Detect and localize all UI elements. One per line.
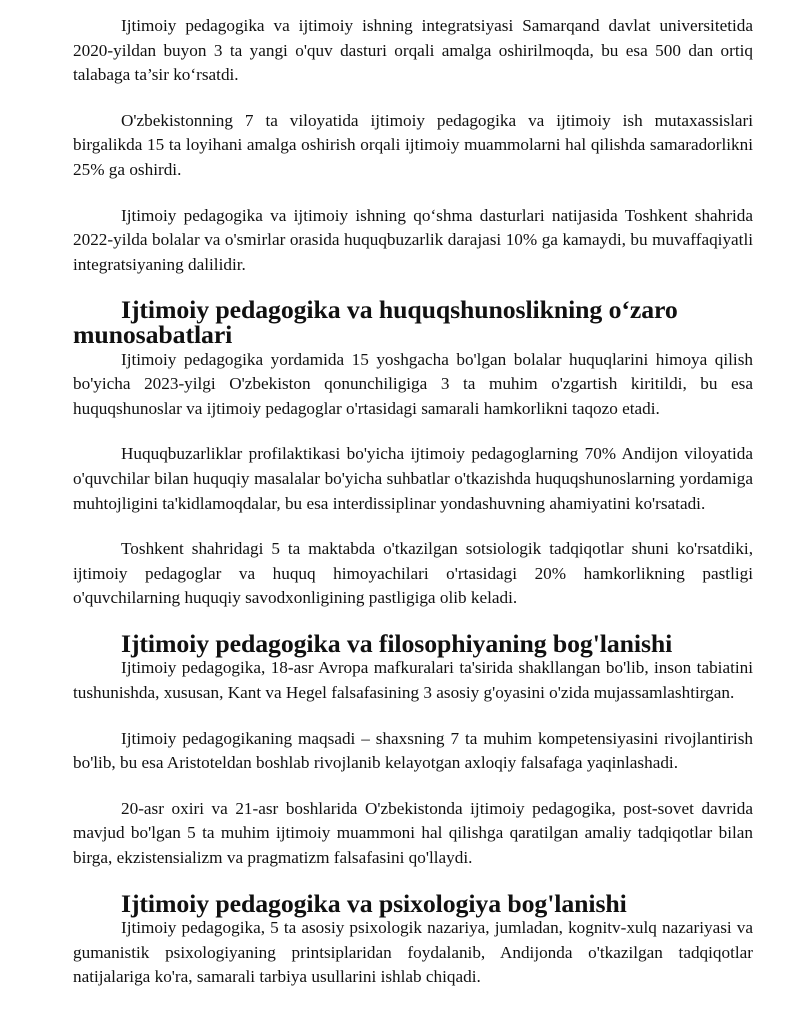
paragraph: 20-asr oxiri va 21-asr boshlarida O'zbekistonda ijtimoiy pedagogika, post-sovet davrida mavjud bo'lgan 5 ta muhim ijtimoiy muammoni hal qilishga qaratilgan amaliy tadqiqotlar bilan birga, ekzistensializm va pragmatizm falsafasini qo'llaydi. [73, 798, 753, 868]
paragraph: Ijtimoiy pedagogika, 18-asr Avropa mafkuralari ta'sirida shakllangan bo'lib, inson tabiatini tushunishda, xususan, Kant va Hegel falsafasining 3 asosiy g'oyasini o'zida mujassamlashtirgan. [73, 658, 753, 703]
paragraph: Ijtimoiy pedagogika, 5 ta asosiy psixologik nazariya, jumladan, kognitv-xulq nazariyasi va gumanistik psixologiyaning printsiplaridan foydalanib, Andijonda o'tkazilgan tadqiqotlar natijalariga ko'ra, samarali tarbiya usullarini ishlab chiqadi. [73, 918, 753, 987]
paragraph: Ijtimoiy pedagogika va ijtimoiy ishning integratsiyasi Samarqand davlat universitetida 2020-yildan buyon 3 ta yangi o'quv dasturi orqali amalga oshirilmoqda, bu esa 500 dan ortiq talabaga ta’sir ko‘rsatdi. [73, 16, 753, 85]
paragraph: Huquqbuzarliklar profilaktikasi bo'yicha ijtimoiy pedagoglarning 70% Andijon viloyatida o'quvchilar bilan huquqiy masalalar bo'yicha suhbatlar o'tkazishda huquqshunoslarning yordamiga muhtojligini ta'kidlamoqdalar, bu esa interdissiplinar yondashuvning ahamiyatini ko'rsatadi. [73, 444, 753, 513]
paragraph: Ijtimoiy pedagogikaning maqsadi – shaxsning 7 ta muhim kompetensiyasini rivojlantirish bo'lib, bu esa Aristoteldan boshlab rivojlanib kelayotgan axloqiy falsafaga yaqinlashadi. [73, 728, 753, 773]
paragraph: Toshkent shahridagi 5 ta maktabda o'tkazilgan sotsiologik tadqiqotlar shuni ko'rsatdiki, ijtimoiy pedagoglar va huquq himoyachilari o'rtasidagi 20% hamkorlikning pastligi o'quvchilarning huquqiy savodxonligining pastligiga olib keladi. [73, 539, 753, 608]
paragraph: Ijtimoiy pedagogika yordamida 15 yoshgacha bo'lgan bolalar huquqlarini himoya qilish bo'yicha 2023-yilgi O'zbekiston qonunchiligiga 3 ta muhim o'zgartish kiritildi, bu esa huquqshunoslar va ijtimoiy pedagoglar o'rtasidagi samarali hamkorlikni taqozo etadi. [73, 349, 753, 418]
paragraph: O'zbekistonning 7 ta viloyatida ijtimoiy pedagogika va ijtimoiy ish mutaxassislari birgalikda 15 ta loyihani amalga oshirish orqali ijtimoiy muammolarni hal qilishda samaradorlikni 25% ga oshirdi. [73, 110, 753, 179]
section-heading: Ijtimoiy pedagogika va psixologiya bog'lanishi [121, 888, 627, 918]
paragraph: Ijtimoiy pedagogika va ijtimoiy ishning qo‘shma dasturlari natijasida Toshkent shahrida 2022-yilda bolalar va o'smirlar orasida huquqbuzarlik darajasi 10% ga kamaydi, bu muvaffaqiyatli integratsiyaning dalilidir. [73, 205, 753, 274]
section-heading: Ijtimoiy pedagogika va huquqshunoslikning oʻzaro munosabatlari [73, 295, 678, 349]
section-heading: Ijtimoiy pedagogika va filosophiyaning bog'lanishi [121, 628, 673, 658]
